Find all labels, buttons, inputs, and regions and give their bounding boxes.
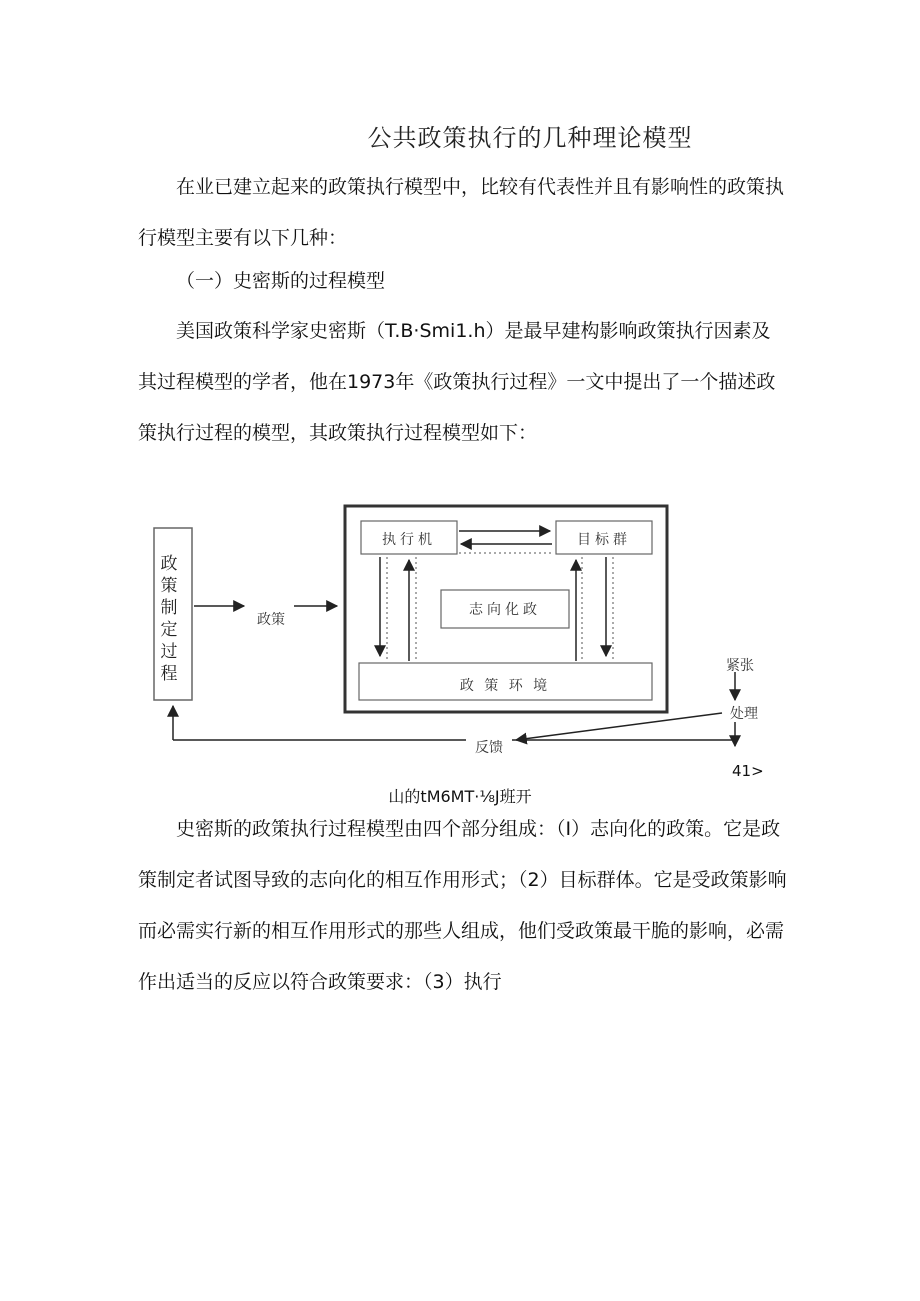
smith-process-model-diagram — [0, 490, 920, 810]
policy-making-char: 定 — [160, 620, 178, 640]
components-paragraph — [138, 804, 788, 1008]
policy-making-char: 过 — [160, 642, 178, 662]
figure-caption: 山的tM6MT·⅛J班开 — [388, 787, 532, 806]
policy-making-char: 政 — [160, 554, 178, 574]
intro-paragraph — [138, 162, 788, 264]
figure-number: 41> — [732, 762, 764, 780]
document-title: 公共政策执行的几种理论模型 — [367, 124, 693, 152]
intro-text: 在业已建立起来的政策执行模型中，比较有代表性并且有影响性的政策执行模型主要有以下几种： — [138, 176, 785, 249]
components-text: 史密斯的政策执行过程模型由四个部分组成：（I）志向化的政策。它是政策制定者试图导致的志向化的相互作用形式；（2）目标群体。它是受政策影响而必需实行新的相互作用形式的那些人组成，他们受政策最干脆的影响，必需作出适当的反应以符合政策要求：（3）执行 — [138, 818, 787, 993]
processing-label: 处理 — [730, 706, 758, 722]
target-group-label: 目标群 — [577, 532, 631, 548]
policy-making-label — [161, 554, 178, 684]
smith-text: 美国政策科学家史密斯（T.B·Smi1.h）是最早建构影响政策执行因素及其过程模型的学者，他在1973年《政策执行过程》一文中提出了一个描述政策执行过程的模型，其政策执行过程模型如下： — [138, 320, 776, 444]
processing-to-feedback-arrow — [516, 713, 722, 740]
policy-making-char: 程 — [160, 664, 178, 684]
section-heading: （一）史密斯的过程模型 — [176, 270, 386, 292]
stress-label: 紧张 — [726, 658, 754, 674]
policy-environment-label: 政 策 环 境 — [459, 678, 551, 694]
feedback-label: 反馈 — [475, 740, 503, 756]
policy-label: 政策 — [257, 612, 285, 628]
policy-making-char: 制 — [160, 598, 178, 618]
smith-paragraph — [138, 306, 788, 459]
idealized-policy-label: 志向化政 — [469, 602, 541, 618]
policy-making-char: 策 — [160, 576, 178, 596]
executing-agency-label: 执行机 — [382, 532, 436, 548]
